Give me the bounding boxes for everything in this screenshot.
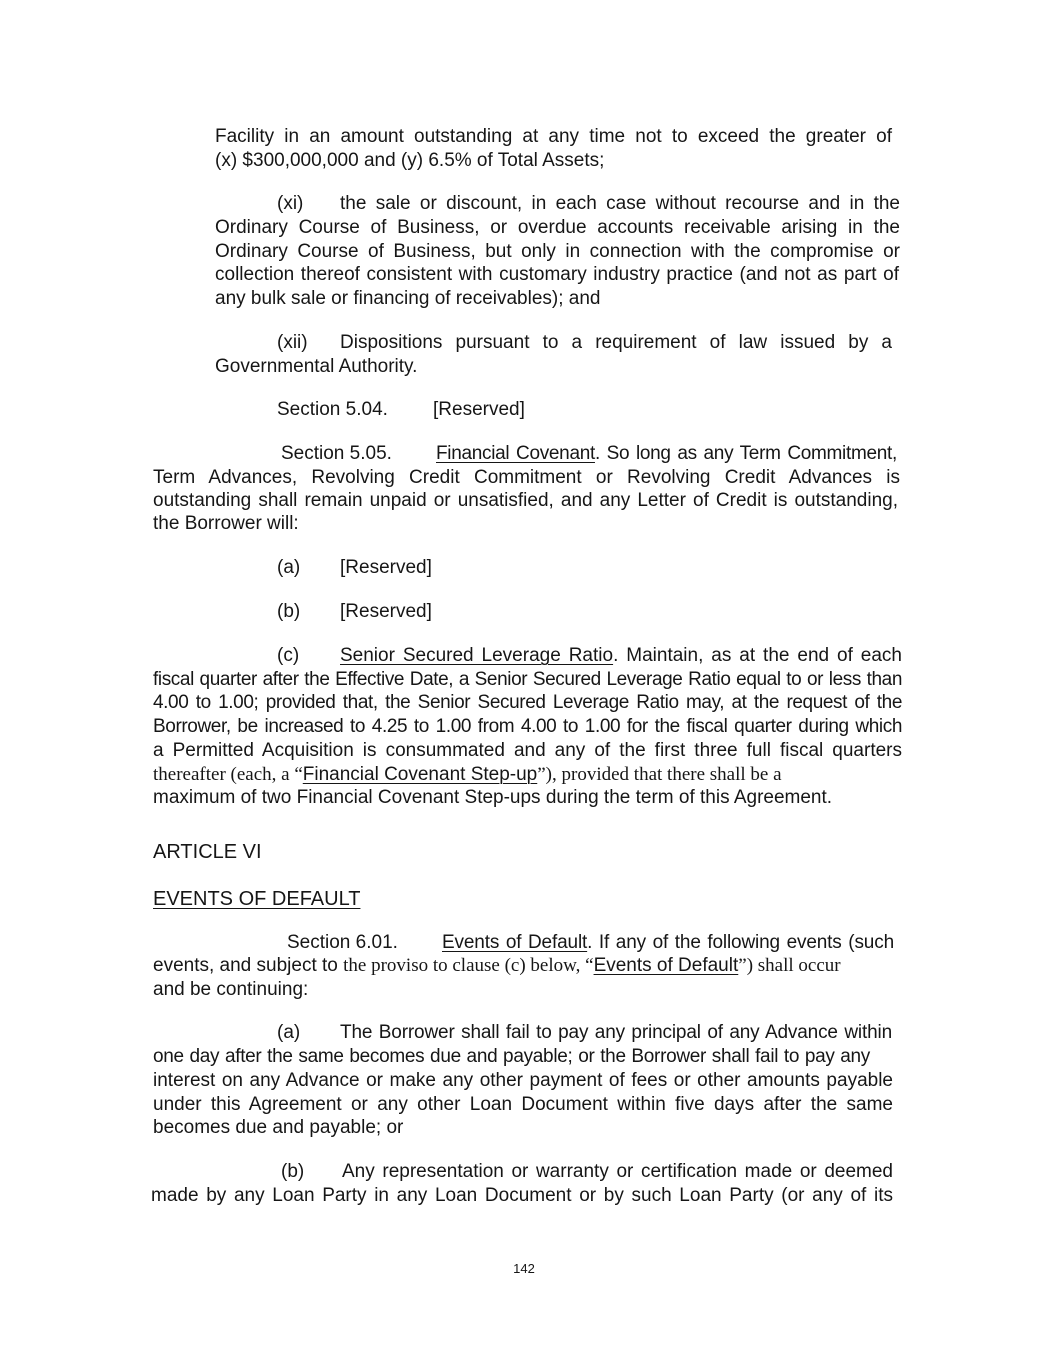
paragraph-line: the Borrower will: xyxy=(153,513,299,534)
line-text: the proviso to clause (c) below, “ xyxy=(343,955,594,976)
clause-label: (b) xyxy=(277,601,301,622)
paragraph-line: Borrower, be increased to 4.25 to 1.00 from 4.00 to 1.00 for the fiscal quarter during which xyxy=(153,716,902,737)
clause-label: (xii) xyxy=(277,332,308,353)
defined-term: Events of Default xyxy=(593,955,739,976)
article-number: ARTICLE VI xyxy=(153,841,262,863)
clause-label: (a) xyxy=(277,1022,301,1043)
paragraph-line: (x) $300,000,000 and (y) 6.5% of Total Assets; xyxy=(215,150,605,171)
clause-label: (b) xyxy=(281,1161,305,1182)
line-text: . If any of the following events (such xyxy=(587,932,894,953)
paragraph-line: a Permitted Acquisition is consummated and any of the first three full fiscal quarters xyxy=(153,740,902,761)
section-number: Section 6.01. xyxy=(287,932,398,953)
paragraph-line: Any representation or warranty or certification made or deemed xyxy=(342,1161,893,1182)
paragraph-line: interest on any Advance or make any other payment of fees or other amounts payable xyxy=(153,1070,893,1091)
paragraph-line: any bulk sale or financing of receivables); and xyxy=(215,288,601,309)
paragraph-line: Ordinary Course of Business, but only in connection with the compromise or xyxy=(215,241,900,262)
paragraph-line: outstanding shall remain unpaid or unsatisfied, and any Letter of Credit is outstanding, xyxy=(153,490,898,511)
paragraph-line: Governmental Authority. xyxy=(215,356,418,377)
clause-text: [Reserved] xyxy=(340,601,432,622)
line-text: ”) shall occur xyxy=(738,955,841,976)
paragraph-line: The Borrower shall fail to pay any principal of any Advance within xyxy=(340,1022,892,1043)
line-text: . Maintain, as at the end of each xyxy=(613,645,902,666)
paragraph-line: becomes due and payable; or xyxy=(153,1117,404,1138)
paragraph-line: and be continuing: xyxy=(153,979,309,1000)
paragraph-line: the sale or discount, in each case without recourse and in the xyxy=(340,193,900,214)
section-title: Events of Default xyxy=(442,932,588,953)
paragraph-line: under this Agreement or any other Loan Document within five days after the same xyxy=(153,1094,893,1115)
paragraph-line xyxy=(436,442,897,466)
paragraph-line: 4.00 to 1.00; provided that, the Senior Secured Leverage Ratio may, at the request of the xyxy=(153,692,902,713)
paragraph-line: Dispositions pursuant to a requirement of law issued by a xyxy=(340,332,892,353)
article-title: EVENTS OF DEFAULT xyxy=(153,888,361,910)
defined-term: Financial Covenant Step-up xyxy=(302,764,538,785)
clause-title: Senior Secured Leverage Ratio xyxy=(340,645,614,666)
paragraph-line xyxy=(153,954,841,978)
paragraph-line: collection thereof consistent with customary industry practice (and not as part of xyxy=(215,264,899,285)
section-number: Section 5.05. xyxy=(281,443,392,464)
section-title: [Reserved] xyxy=(433,399,525,420)
paragraph-line xyxy=(153,763,782,787)
paragraph-line: Term Advances, Revolving Credit Commitment or Revolving Credit Advances is xyxy=(153,467,900,488)
line-text: events, and subject to xyxy=(153,955,344,976)
clause-label: (xi) xyxy=(277,193,304,214)
paragraph-line: made by any Loan Party in any Loan Document or by such Loan Party (or any of its xyxy=(151,1185,893,1206)
section-number: Section 5.04. xyxy=(277,399,388,420)
paragraph-line: maximum of two Financial Covenant Step-ups during the term of this Agreement. xyxy=(153,787,833,808)
paragraph-line xyxy=(442,931,894,955)
section-title: Financial Covenant xyxy=(436,443,595,464)
clause-label: (a) xyxy=(277,557,301,578)
paragraph-line: fiscal quarter after the Effective Date, a Senior Secured Leverage Ratio equal to or less than xyxy=(153,669,902,690)
line-text: ”), provided that there shall be a xyxy=(537,764,782,785)
line-text: . So long as any Term Commitment, xyxy=(594,443,897,464)
paragraph-line: Ordinary Course of Business, or overdue accounts receivable arising in the xyxy=(215,217,900,238)
paragraph-line: one day after the same becomes due and payable; or the Borrower shall fail to pay any xyxy=(153,1046,870,1067)
line-text: thereafter (each, a “ xyxy=(153,764,303,785)
clause-text: [Reserved] xyxy=(340,557,432,578)
page-number: 142 xyxy=(513,1261,535,1276)
paragraph-line xyxy=(340,644,902,668)
paragraph-line: Facility in an amount outstanding at any time not to exceed the greater of xyxy=(215,126,892,147)
clause-label: (c) xyxy=(277,645,300,666)
